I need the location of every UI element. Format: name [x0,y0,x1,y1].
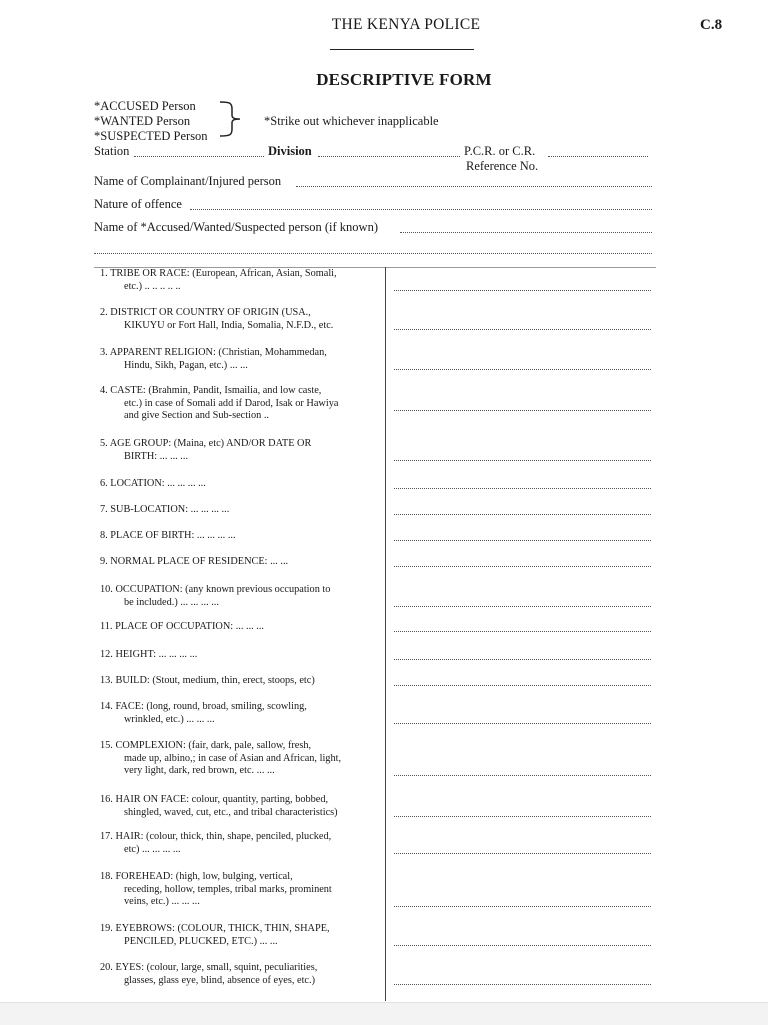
item-answer-field[interactable] [394,984,651,985]
item-answer-field[interactable] [394,685,651,686]
item-description: 14. FACE: (long, round, broad, smiling, scowling, wrinkled, etc.) ... ... ... [100,701,307,725]
item-answer-field[interactable] [394,775,651,776]
item-answer-field[interactable] [394,488,651,489]
item-row-height [94,649,656,669]
item-row-face [94,701,656,735]
item-answer-field[interactable] [394,540,651,541]
item-answer-field[interactable] [394,906,651,907]
accused-name-field[interactable] [400,232,652,233]
item-answer-field[interactable] [394,945,651,946]
item-description: 7. SUB-LOCATION: ... ... ... ... [100,504,230,515]
item-description: 11. PLACE OF OCCUPATION: ... ... ... [100,621,265,632]
item-description: 19. EYEBROWS: (COLOUR, THICK, THIN, SHAPE, PENCILED, PLUCKED, ETC.) ... ... [100,923,330,947]
item-row-tribe [94,268,656,302]
item-row-place-of-occupation [94,621,656,641]
item-description: 5. AGE GROUP: (Maina, etc) AND/OR DATE OR BIRTH: ... ... ... [100,438,312,462]
division-field[interactable] [318,156,460,157]
item-description: 16. HAIR ON FACE: colour, quantity, parting, bobbed, shingled, waved, cut, etc., and tribal characteristics) [100,794,338,818]
item-description: 1. TRIBE OR RACE: (European, African, Asian, Somali, etc.) .. .. .. .. .. [100,268,337,292]
item-row-build [94,675,656,695]
item-row-place-of-birth [94,530,656,550]
item-row-age [94,438,656,472]
item-answer-field[interactable] [394,369,651,370]
item-row-eyebrows [94,923,656,957]
item-row-hair-on-face [94,794,656,828]
item-description: 4. CASTE: (Brahmin, Pandit, Ismailia, and low caste, etc.) in case of Somali add if Darod, Isak or Hawiya and give Section and Sub-section .. [100,385,339,422]
item-description: 9. NORMAL PLACE OF RESIDENCE: ... ... [100,556,289,567]
item-description: 6. LOCATION: ... ... ... ... [100,478,206,489]
item-answer-field[interactable] [394,410,651,411]
item-answer-field[interactable] [394,723,651,724]
item-row-hair [94,831,656,865]
item-answer-field[interactable] [394,290,651,291]
form-code: C.8 [700,17,723,33]
offence-label: Nature of offence [94,197,182,211]
item-answer-field[interactable] [394,816,651,817]
accused-name-label: Name of *Accused/Wanted/Suspected person (if known) [94,220,378,234]
accused-name-field-continued[interactable] [94,253,652,254]
item-row-location [94,478,656,498]
option-wanted: *WANTED Person [94,114,191,128]
item-description: 8. PLACE OF BIRTH: ... ... ... ... [100,530,236,541]
viewer-bottom-strip [0,1002,768,1025]
item-answer-field[interactable] [394,659,651,660]
header-underline [330,49,474,50]
curly-brace-icon [218,100,248,138]
item-answer-field[interactable] [394,460,651,461]
item-description: 3. APPARENT RELIGION: (Christian, Mohammedan, Hindu, Sikh, Pagan, etc.) ... ... [100,347,327,371]
station-field[interactable] [134,156,264,157]
item-description: 13. BUILD: (Stout, medium, thin, erect, stoops, etc) [100,675,315,686]
item-row-sub-location [94,504,656,524]
division-label: Division [268,144,312,158]
item-description: 10. OCCUPATION: (any known previous occupation to be included.) ... ... ... ... [100,584,331,608]
item-description: 20. EYES: (colour, large, small, squint, peculiarities, glasses, glass eye, blind, absence of eyes, etc.) [100,962,318,986]
item-answer-field[interactable] [394,853,651,854]
item-description: 15. COMPLEXION: (fair, dark, pale, sallow, fresh, made up, albino,; in case of Asian and African, light, very light, dark, red brown, etc. ... ... [100,740,342,777]
item-row-complexion [94,740,656,786]
station-label: Station [94,144,130,158]
item-row-religion [94,347,656,381]
complainant-label: Name of Complainant/Injured person [94,174,282,188]
item-description: 18. FOREHEAD: (high, low, bulging, vertical, receding, hollow, temples, tribal marks, prominent veins, etc.) ... ... ... [100,871,332,908]
option-suspected: *SUSPECTED Person [94,129,208,143]
item-description: 12. HEIGHT: ... ... ... ... [100,649,198,660]
item-row-forehead [94,871,656,917]
item-answer-field[interactable] [394,329,651,330]
item-description: 17. HAIR: (colour, thick, thin, shape, penciled, plucked, etc) ... ... ... ... [100,831,332,855]
complainant-field[interactable] [296,186,652,187]
item-row-caste [94,385,656,431]
strike-out-note: *Strike out whichever inapplicable [264,114,439,128]
item-row-origin [94,307,656,341]
item-answer-field[interactable] [394,606,651,607]
organization-title: THE KENYA POLICE [331,16,481,33]
item-answer-field[interactable] [394,631,651,632]
pcr-label: P.C.R. or C.R. [464,144,536,158]
item-row-residence [94,556,656,576]
item-row-occupation [94,584,656,618]
item-description: 2. DISTRICT OR COUNTRY OF ORIGIN (USA., KIKUYU or Fort Hall, India, Somalia, N.F.D., etc. [100,307,334,331]
pcr-field[interactable] [548,156,648,157]
option-accused: *ACCUSED Person [94,99,196,113]
item-row-eyes [94,962,656,996]
offence-field[interactable] [190,209,652,210]
form-title: DESCRIPTIVE FORM [316,70,492,89]
item-answer-field[interactable] [394,566,651,567]
reference-label: Reference No. [466,159,539,173]
item-answer-field[interactable] [394,514,651,515]
